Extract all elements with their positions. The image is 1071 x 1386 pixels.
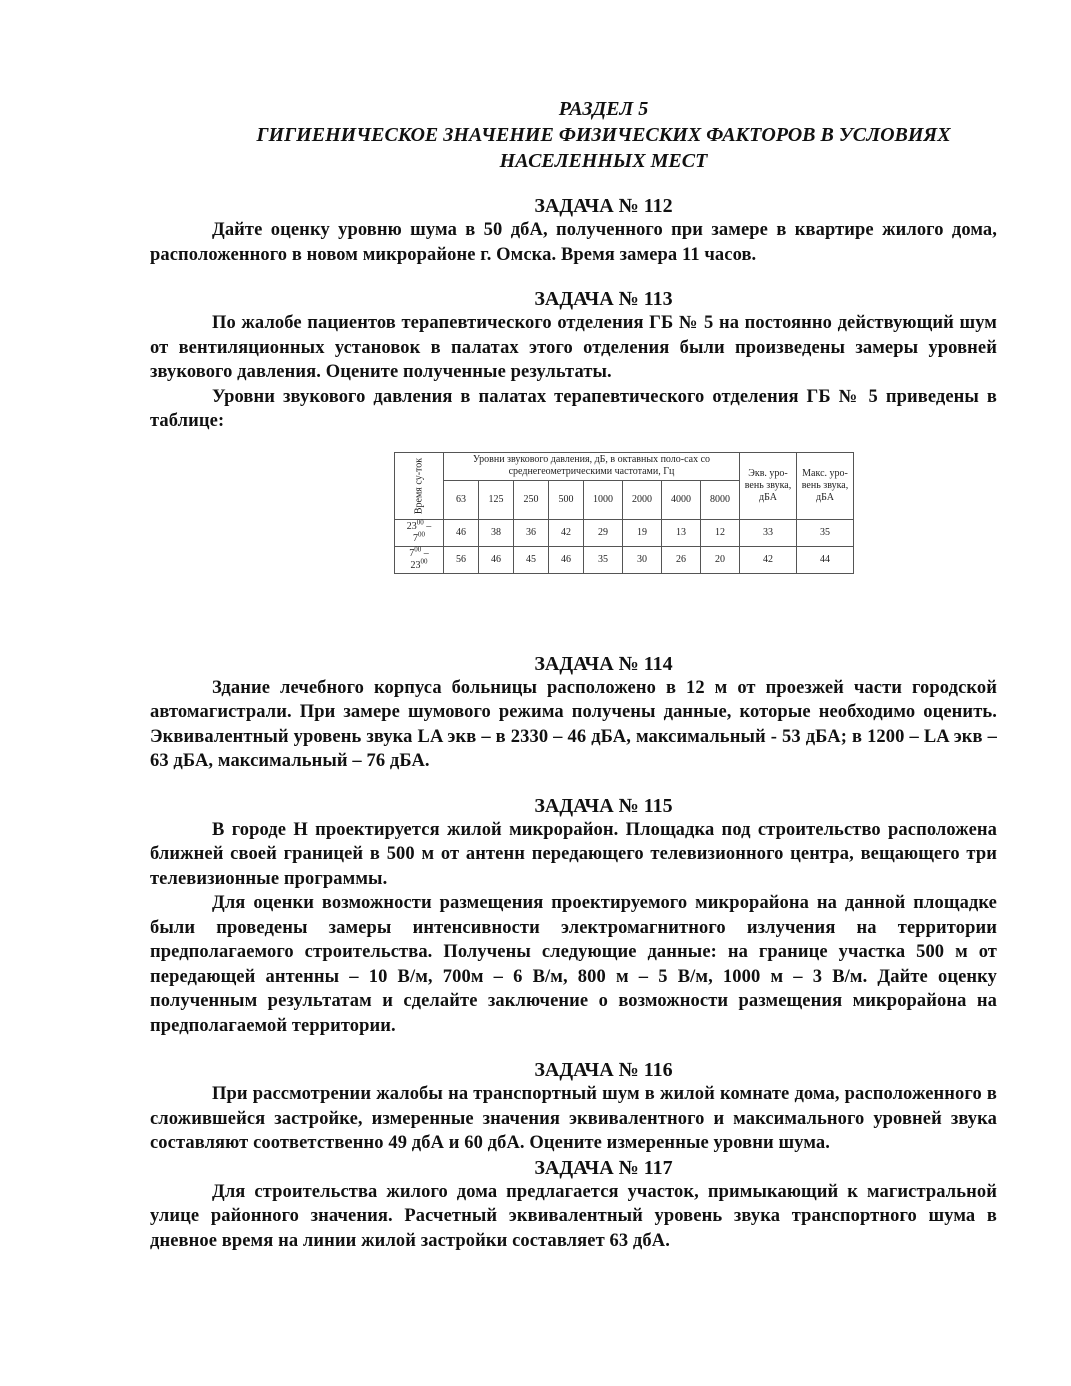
band-header: 500 (549, 480, 584, 519)
task-113-title: ЗАДАЧА № 113 (534, 288, 673, 310)
value-cell: 26 (662, 546, 701, 573)
value-cell: 29 (584, 519, 623, 546)
task-113-text-2: Уровни звукового давления в палатах терапевтического отделения ГБ № 5 приведены в таблице: (150, 386, 997, 431)
value-cell: 38 (479, 519, 514, 546)
band-header: 63 (444, 480, 479, 519)
task-115-title: ЗАДАЧА № 115 (534, 794, 673, 817)
band-header: 4000 (662, 480, 701, 519)
eq-cell: 33 (740, 519, 797, 546)
table-max-header: Макс. уро-вень звука, дБА (797, 452, 854, 519)
task-116-text: При рассмотрении жалобы на транспортный шум в жилой комнате дома, расположенного в сложившейся застройке, измеренные значения эквивалентного и максимального уровней звука составляют соответственно 49 дбА и 60 дбА. Оцените измеренные уровни шума. (150, 1084, 997, 1153)
document-page (150, 96, 997, 1253)
table-group-header: Уровни звукового давления, дБ, в октавных поло-сах со среднегеометрическими частотами, Гц (444, 452, 740, 480)
value-cell: 12 (701, 519, 740, 546)
task-117-title: ЗАДАЧА № 117 (534, 1156, 673, 1179)
band-header: 1000 (584, 480, 623, 519)
table-row (395, 519, 854, 546)
table-row (395, 546, 854, 573)
time-cell: $7^{00}$ – $23^{00}$ (395, 546, 444, 573)
task-114-title: ЗАДАЧА № 114 (534, 652, 673, 675)
band-header: 250 (514, 480, 549, 519)
task-117-text: Для строительства жилого дома предлагается участок, примыкающий к магистральной улице районного значения. Расчетный эквивалентный уровень звука транспортного шума в дневное время на линии жилой застройки составляет 63 дбА. (150, 1181, 997, 1251)
time-cell: $23^{00}$ – $7^{00}$ (395, 519, 444, 546)
table-corner-header: Время су-ток (395, 452, 444, 519)
max-cell: 35 (797, 519, 854, 546)
value-cell: 20 (701, 546, 740, 573)
task-116-title: ЗАДАЧА № 116 (534, 1059, 673, 1081)
table-eq-header: Экв. уро-вень звука, дБА (740, 452, 797, 519)
value-cell: 30 (623, 546, 662, 573)
section-label: РАЗДЕЛ 5 (558, 98, 649, 120)
value-cell: 42 (549, 519, 584, 546)
band-header: 8000 (701, 480, 740, 519)
section-title-line2: НАСЕЛЕННЫХ МЕСТ (499, 150, 708, 172)
task-115-text-1: В городе Н проектируется жилой микрорайон. Площадка под строительство расположена ближней своей границей в 500 м от антенн передающего телевизионного центра, вещающего три телевизионные программы. (150, 819, 997, 889)
task-115-text-2: Для оценки возможности размещения проектируемого микрорайона на данной площадке были проведены замеры интенсивности электромагнитного излучения на территории предполагаемого строительства. Получены следующие данные: на границе участка 500 м от передающей антенны – 10 В/м, 700м – 6 В/м, 800 м – 5 В/м, 1000 м – 3 В/м. Дайте оценку полученным результатам и сделайте заключение о возможности размещения микрорайона на предполагаемой территории. (150, 893, 997, 1036)
sound-pressure-table (394, 452, 854, 574)
task-112-title: ЗАДАЧА № 112 (534, 195, 673, 217)
section-title-line1: ГИГИЕНИЧЕСКОЕ ЗНАЧЕНИЕ ФИЗИЧЕСКИХ ФАКТОРОВ В УСЛОВИЯХ (256, 124, 951, 146)
value-cell: 46 (444, 519, 479, 546)
value-cell: 46 (479, 546, 514, 573)
task-113-text-1: По жалобе пациентов терапевтического отделения ГБ № 5 на постоянно действующий шум от вентиляционных установок в палатах этого отделения были произведены замеры уровней звукового давления. Оцените полученные результаты. (150, 313, 997, 382)
band-header: 2000 (623, 480, 662, 519)
task-112-text: Дайте оценку уровню шума в 50 дбА, полученного при замере в квартире жилого дома, расположенного в новом микрорайоне г. Омска. Время замера 11 часов. (150, 220, 997, 265)
sound-pressure-table-wrap (394, 452, 997, 574)
value-cell: 46 (549, 546, 584, 573)
eq-cell: 42 (740, 546, 797, 573)
value-cell: 35 (584, 546, 623, 573)
band-header: 125 (479, 480, 514, 519)
value-cell: 13 (662, 519, 701, 546)
value-cell: 19 (623, 519, 662, 546)
task-114-text: Здание лечебного корпуса больницы расположено в 12 м от проезжей части городской автомагистрали. При замере шумового режима получены данные, которые необходимо оценить. Эквивалентный уровень звука LA экв – в 2330 – 46 дБА, максимальный - 53 дБА; в 1200 – LA экв – 63 дБА, максимальный – 76 дБА. (150, 677, 997, 771)
value-cell: 45 (514, 546, 549, 573)
max-cell: 44 (797, 546, 854, 573)
value-cell: 36 (514, 519, 549, 546)
value-cell: 56 (444, 546, 479, 573)
